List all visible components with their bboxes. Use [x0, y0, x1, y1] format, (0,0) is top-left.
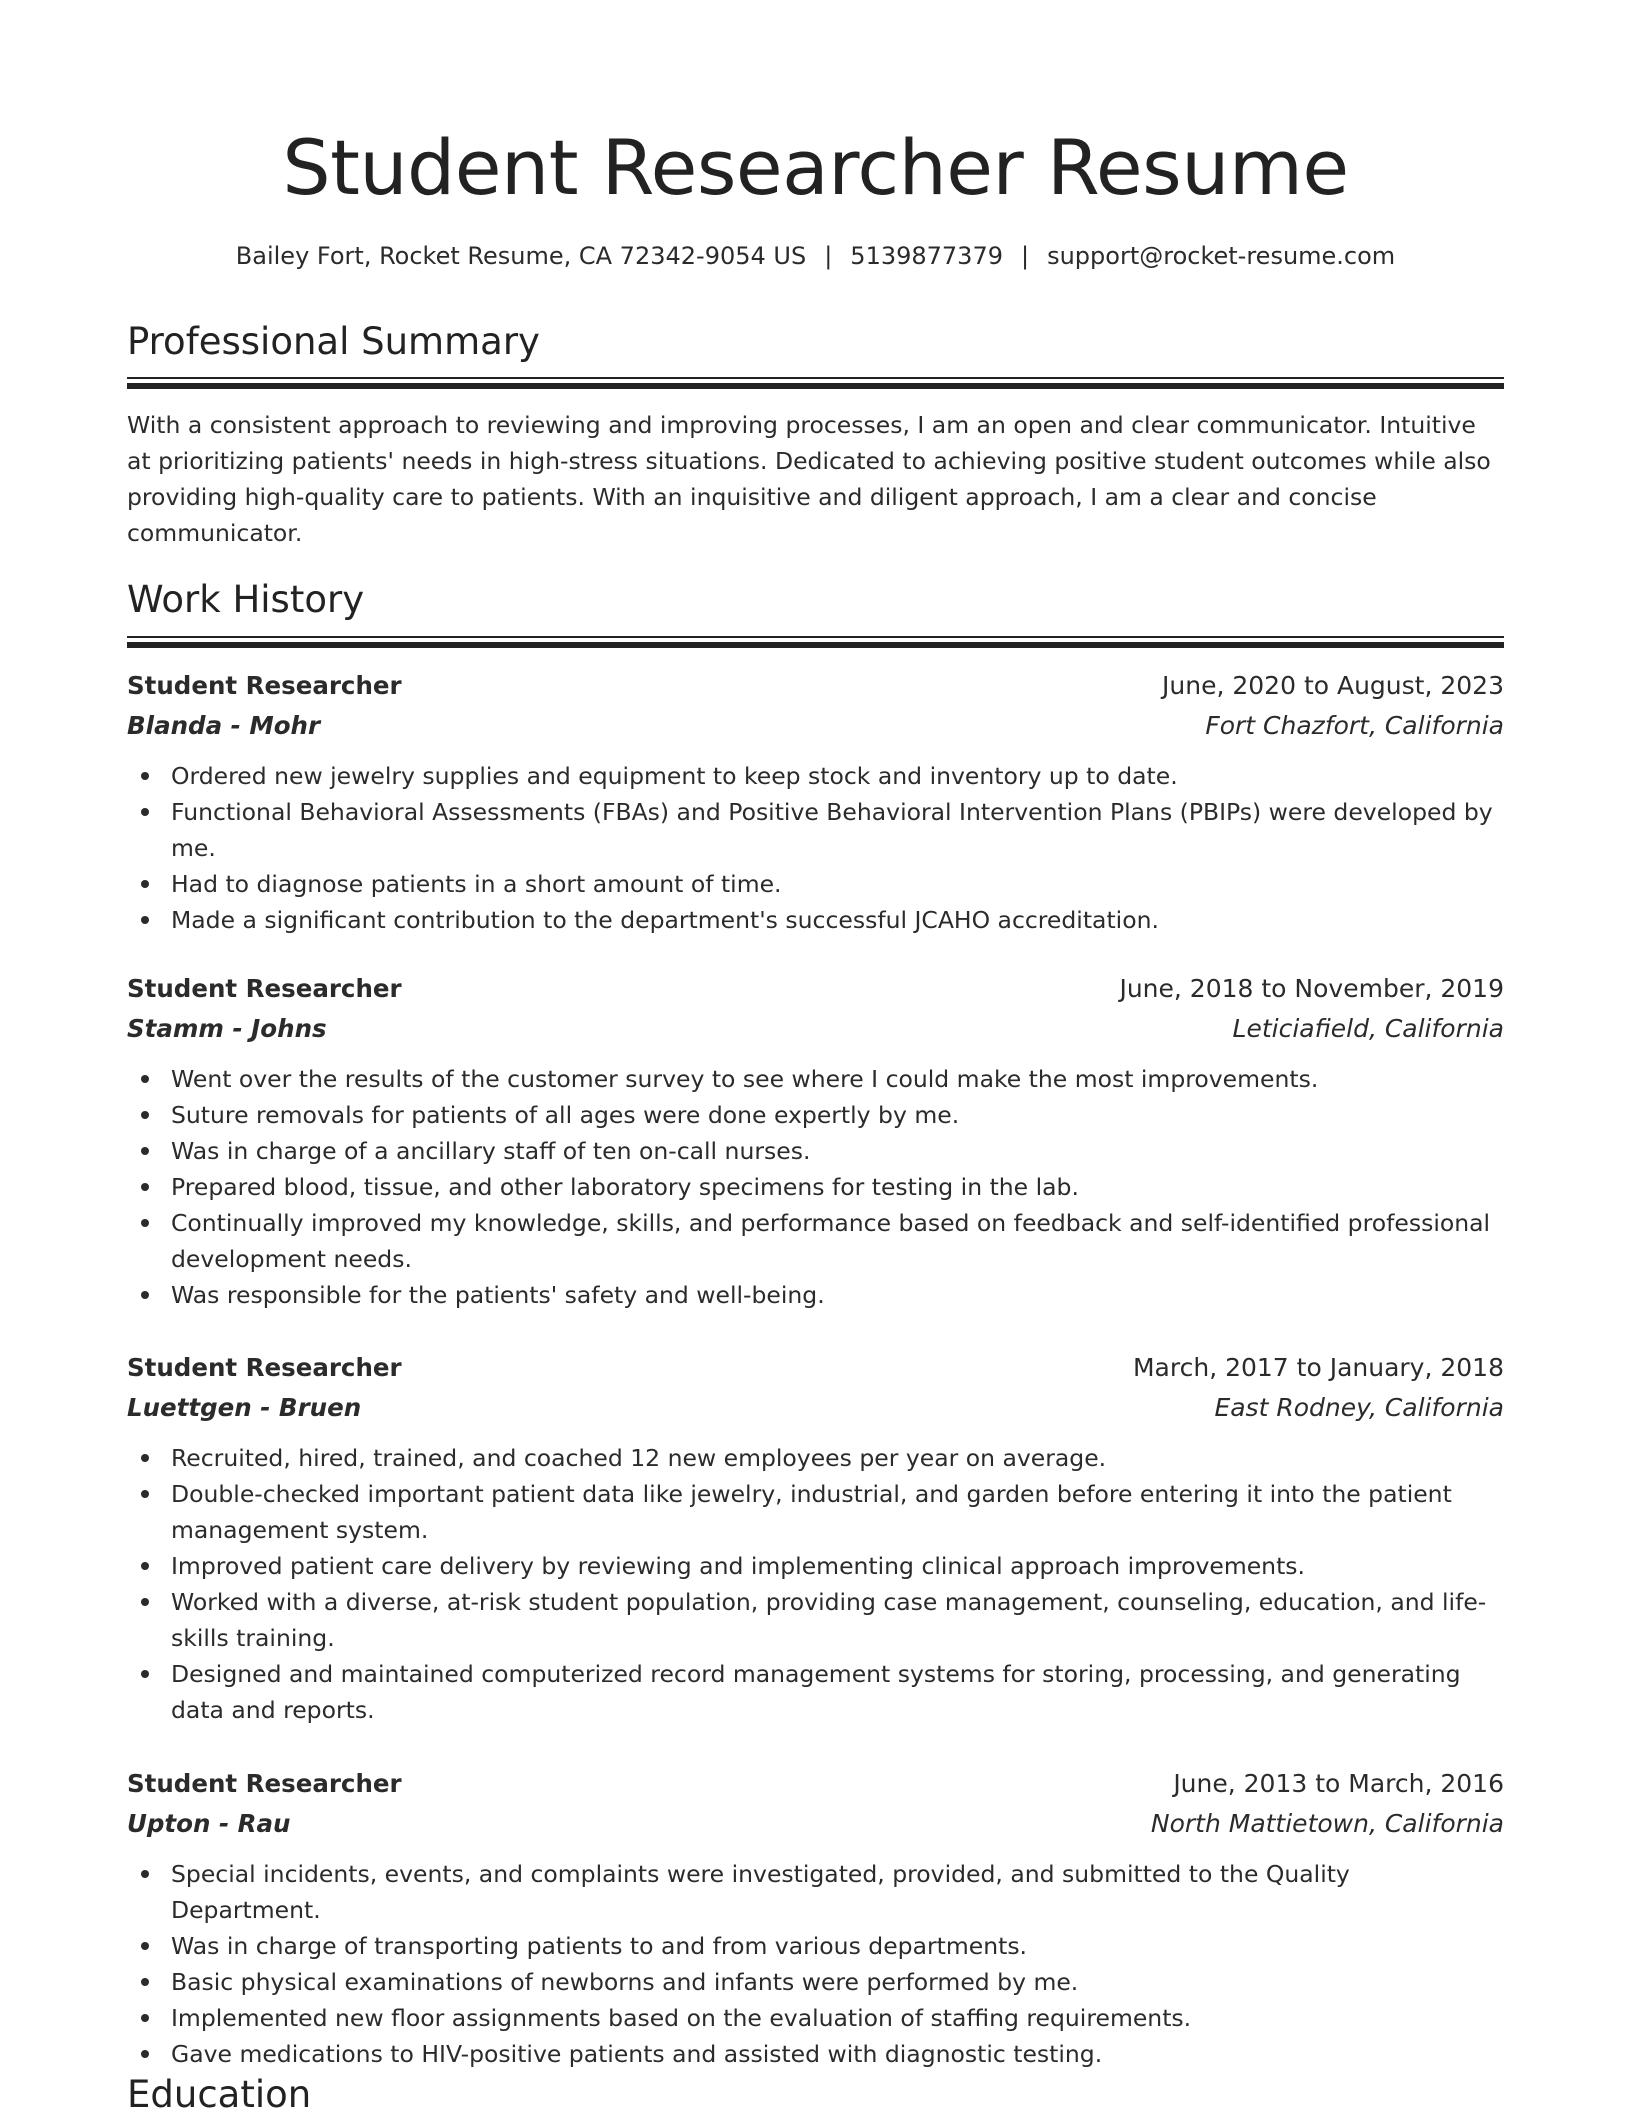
job-header [127, 1764, 1504, 1804]
job-location: Fort Chazfort, California [1205, 711, 1504, 740]
job-bullet: Designed and maintained computerized record management systems for storing, processing, and generating data and reports. [171, 1656, 1504, 1728]
summary-text: With a consistent approach to reviewing and improving processes, I am an open and clear communicator. Intuitive at prioritizing patients' needs in high-stress situations. Dedicated to achieving positive student outcomes while also providing high-quality care to patients. With an inquisitive and diligent approach, I am a clear and concise communicator. [127, 411, 1491, 547]
job-bullet: Made a significant contribution to the department's successful JCAHO accreditation. [171, 902, 1504, 938]
job-title: Student Researcher [127, 1769, 402, 1798]
contact-separator: | [824, 242, 833, 270]
job-subheader [127, 1388, 1504, 1428]
section-heading-work-history: Work History [127, 578, 365, 621]
job-location: North Mattietown, California [1150, 1809, 1504, 1838]
job-entry [127, 1764, 1504, 2072]
job-bullets [127, 1061, 1504, 1313]
job-header [127, 969, 1504, 1009]
job-entry [127, 1348, 1504, 1728]
job-bullet: Improved patient care delivery by reviewing and implementing clinical approach improvements. [171, 1548, 1504, 1584]
job-bullet: Went over the results of the customer survey to see where I could make the most improvements. [171, 1061, 1504, 1097]
job-bullet: Special incidents, events, and complaints were investigated, provided, and submitted to the Quality Department. [171, 1856, 1504, 1928]
job-bullet: Functional Behavioral Assessments (FBAs) and Positive Behavioral Intervention Plans (PBIPs) were developed by me. [171, 794, 1504, 866]
section-heading-education: Education [127, 2073, 312, 2116]
job-bullet: Prepared blood, tissue, and other laboratory specimens for testing in the lab. [171, 1169, 1504, 1205]
job-title: Student Researcher [127, 671, 402, 700]
section-divider-thick [127, 642, 1504, 648]
job-bullet: Was in charge of transporting patients to and from various departments. [171, 1928, 1504, 1964]
job-company: Stamm - Johns [127, 1014, 327, 1043]
job-subheader [127, 1009, 1504, 1049]
job-bullet: Had to diagnose patients in a short amount of time. [171, 866, 1504, 902]
section-heading-summary: Professional Summary [127, 320, 540, 363]
job-bullet: Worked with a diverse, at-risk student population, providing case management, counseling, education, and life-skills training. [171, 1584, 1504, 1656]
job-bullet: Was responsible for the patients' safety and well-being. [171, 1277, 1504, 1313]
job-subheader [127, 1804, 1504, 1844]
job-bullet: Basic physical examinations of newborns and infants were performed by me. [171, 1964, 1504, 2000]
job-entry [127, 666, 1504, 938]
job-entry [127, 969, 1504, 1313]
job-bullet: Continually improved my knowledge, skills, and performance based on feedback and self-identified professional development needs. [171, 1205, 1504, 1277]
contact-address: Bailey Fort, Rocket Resume, CA 72342-9054 US [235, 242, 807, 270]
job-bullet: Was in charge of a ancillary staff of ten on-call nurses. [171, 1133, 1504, 1169]
job-subheader [127, 706, 1504, 746]
section-divider-thick [127, 383, 1504, 389]
contact-email: support@rocket-resume.com [1047, 242, 1396, 270]
job-company: Upton - Rau [127, 1809, 291, 1838]
job-header [127, 1348, 1504, 1388]
job-bullets [127, 758, 1504, 938]
job-bullet: Recruited, hired, trained, and coached 12 new employees per year on average. [171, 1440, 1504, 1476]
job-dates: June, 2018 to November, 2019 [1119, 974, 1504, 1003]
job-company: Luettgen - Bruen [127, 1393, 362, 1422]
job-location: Leticiafield, California [1232, 1014, 1504, 1043]
job-dates: June, 2020 to August, 2023 [1162, 671, 1504, 700]
contact-separator: | [1021, 242, 1030, 270]
job-bullets [127, 1856, 1504, 2072]
job-bullet: Suture removals for patients of all ages were done expertly by me. [171, 1097, 1504, 1133]
job-company: Blanda - Mohr [127, 711, 321, 740]
job-title: Student Researcher [127, 1353, 402, 1382]
section-divider-thin [127, 636, 1504, 638]
section-divider-thin [127, 377, 1504, 379]
contact-line [127, 238, 1504, 274]
job-dates: March, 2017 to January, 2018 [1132, 1353, 1504, 1382]
job-location: East Rodney, California [1214, 1393, 1504, 1422]
job-header [127, 666, 1504, 706]
resume-title: Student Researcher Resume [282, 123, 1349, 212]
job-title: Student Researcher [127, 974, 402, 1003]
contact-phone: 5139877379 [850, 242, 1003, 270]
job-bullet: Double-checked important patient data like jewelry, industrial, and garden before entering it into the patient management system. [171, 1476, 1504, 1548]
job-bullet: Implemented new floor assignments based on the evaluation of staffing requirements. [171, 2000, 1504, 2036]
job-bullet: Gave medications to HIV-positive patients and assisted with diagnostic testing. [171, 2036, 1504, 2072]
job-dates: June, 2013 to March, 2016 [1173, 1769, 1504, 1798]
job-bullet: Ordered new jewelry supplies and equipment to keep stock and inventory up to date. [171, 758, 1504, 794]
job-bullets [127, 1440, 1504, 1728]
